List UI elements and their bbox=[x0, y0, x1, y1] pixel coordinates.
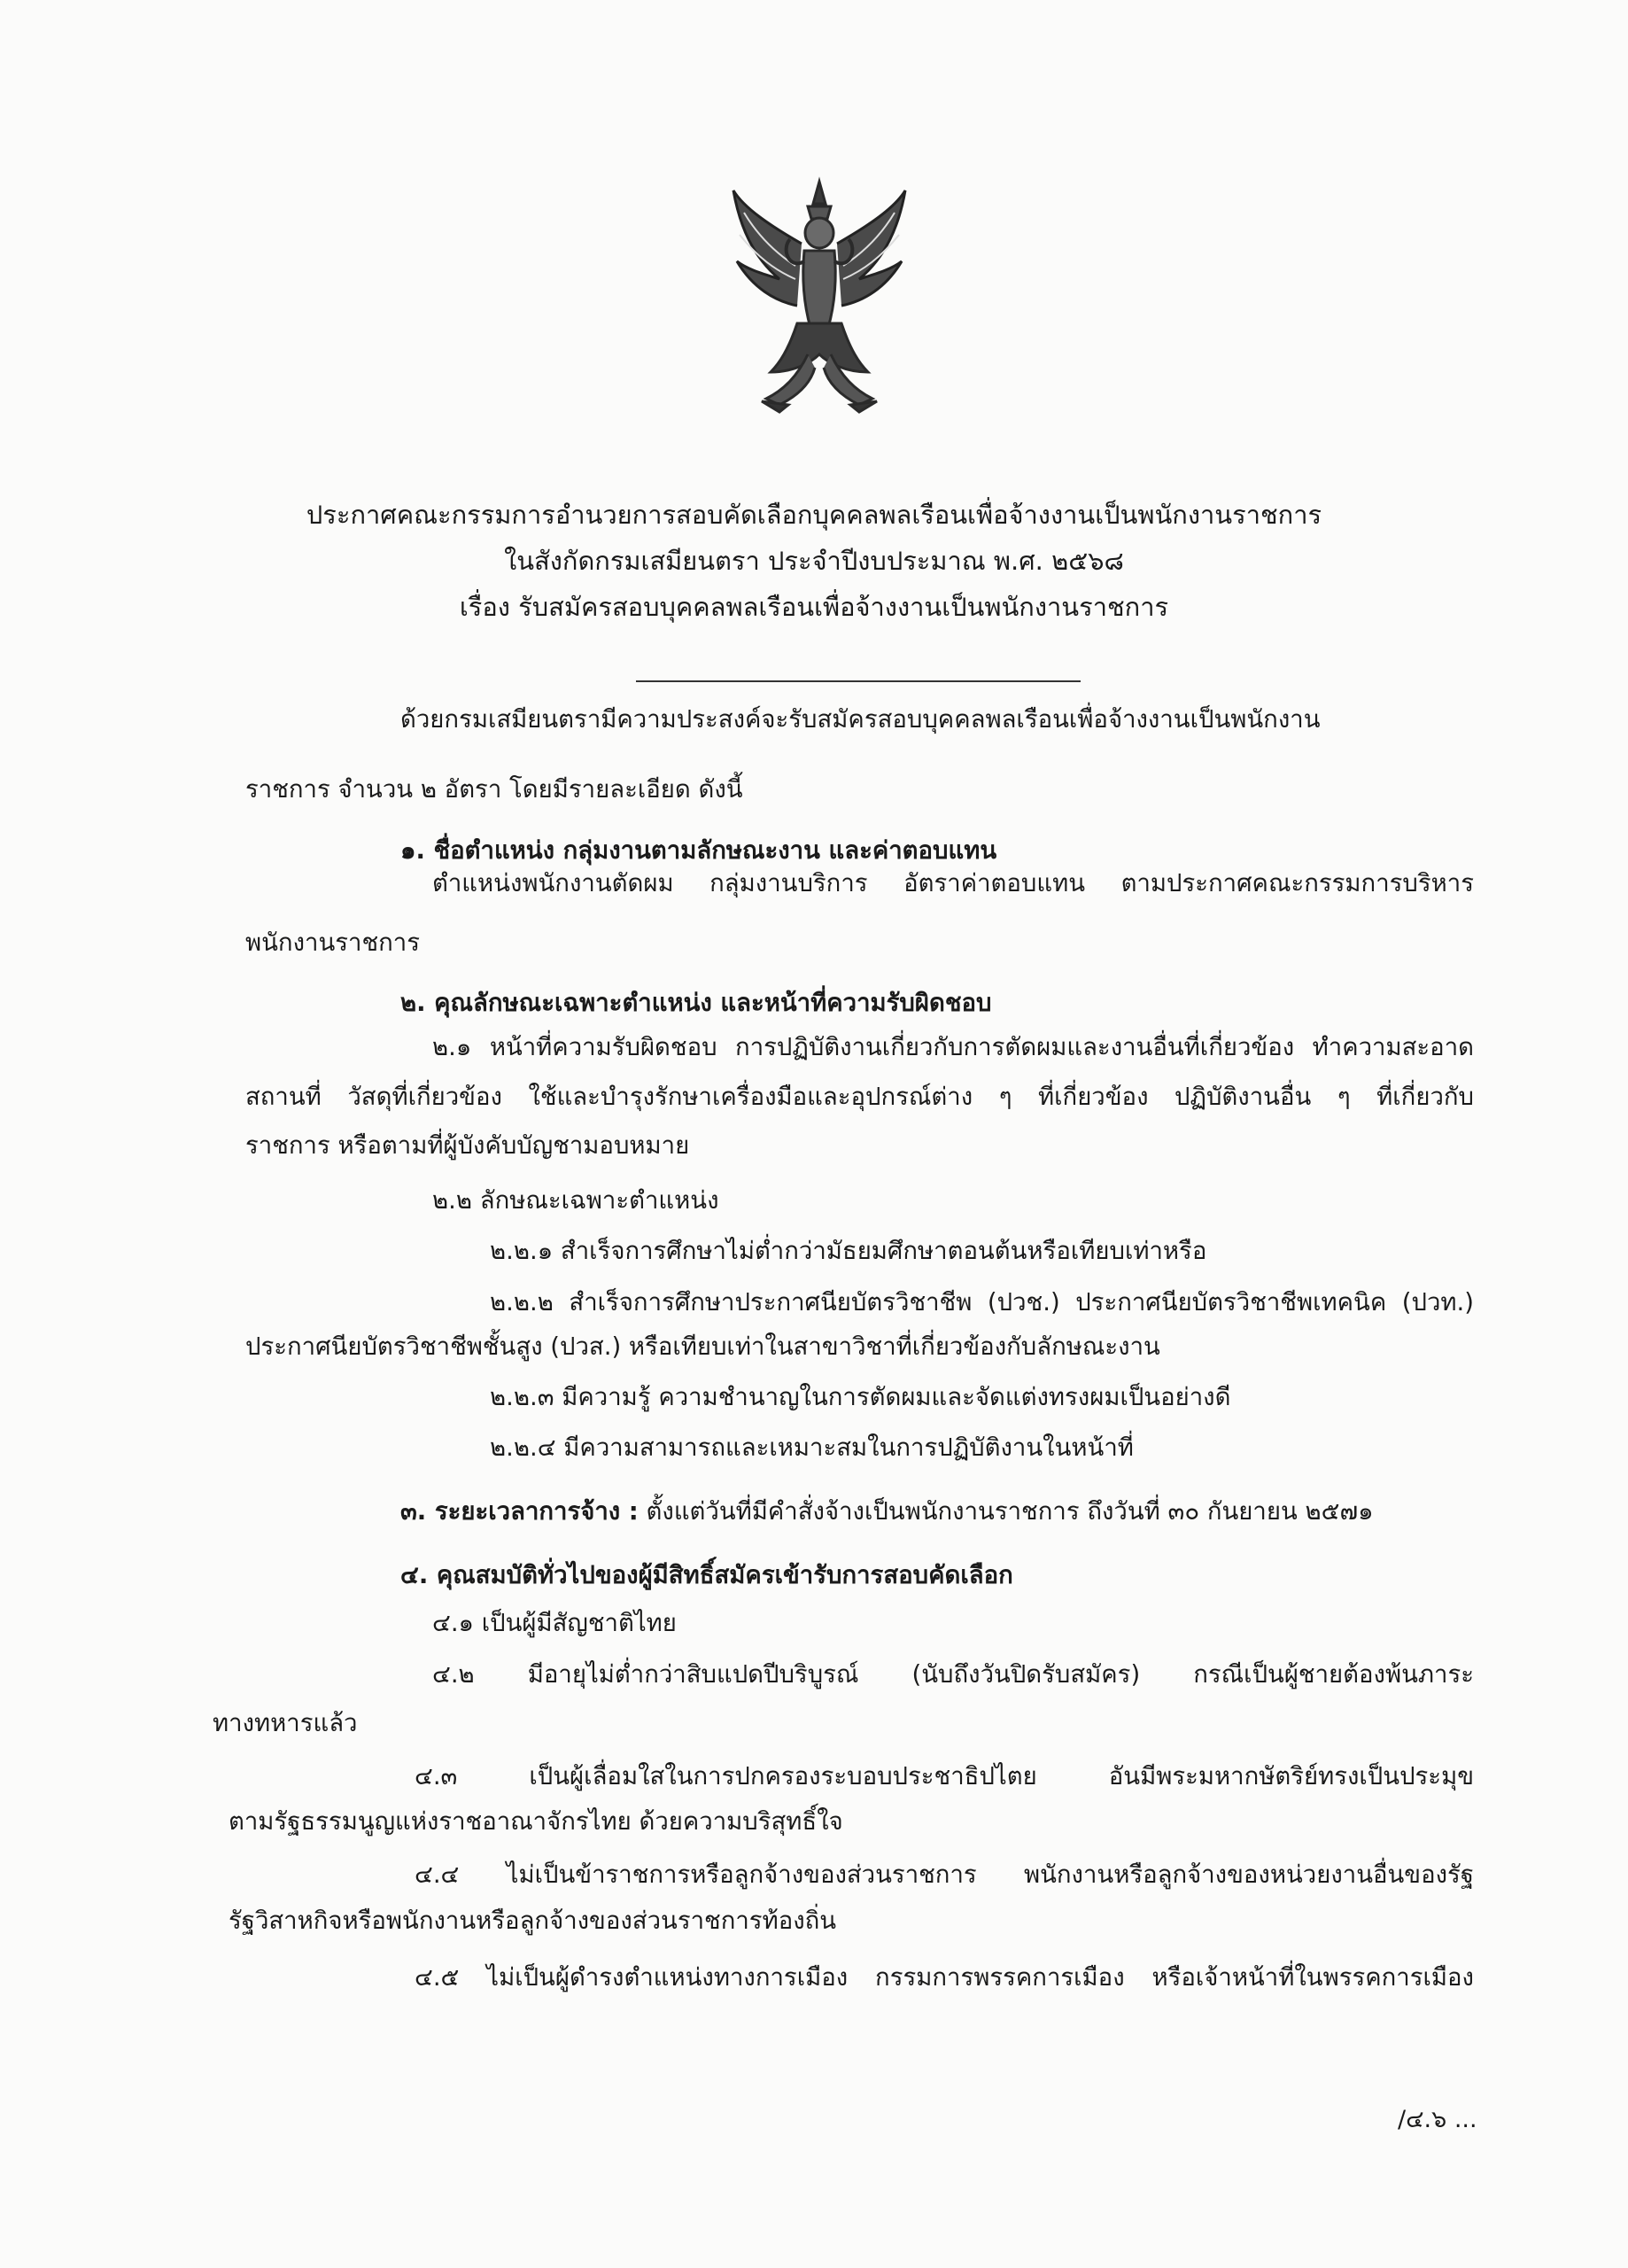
section-4-heading: ๔. คุณสมบัติทั่วไปของผู้มีสิทธิ์สมัครเข้ารับการสอบคัดเลือก bbox=[400, 1561, 1013, 1589]
announcement-heading bbox=[177, 492, 1451, 630]
section-2-2-2-line-1: ๒.๒.๒ สำเร็จการศึกษาประกาศนียบัตรวิชาชีพ (ปวช.) ประกาศนียบัตรวิชาชีพเทคนิค (ปวท.) bbox=[490, 1288, 1474, 1317]
heading-line-1: ประกาศคณะกรรมการอำนวยการสอบคัดเลือกบุคคลพลเรือนเพื่อจ้างงานเป็นพนักงานราชการ bbox=[306, 500, 1322, 530]
section-3 bbox=[400, 1494, 1374, 1529]
heading-line-2: ในสังกัดกรมเสมียนตรา ประจำปีงบประมาณ พ.ศ. ๒๕๖๘ bbox=[504, 546, 1124, 576]
page-continuation-marker: /๔.๖ ... bbox=[1398, 2106, 1477, 2133]
section-1-line-2: พนักงานราชการ bbox=[245, 928, 420, 957]
section-3-heading: ๓. ระยะเวลาการจ้าง : bbox=[400, 1497, 639, 1526]
intro-line-2: ราชการ จำนวน ๒ อัตรา โดยมีรายละเอียด ดังนี้ bbox=[245, 775, 743, 804]
heading-divider bbox=[636, 680, 1081, 682]
section-1-line-1: ตำแหน่งพนักงานตัดผม กลุ่มงานบริการ อัตราค่าตอบแทน ตามประกาศคณะกรรมการบริหาร bbox=[432, 869, 1474, 897]
section-1-heading: ๑. ชื่อตำแหน่ง กลุ่มงานตามลักษณะงาน และค่าตอบแทน bbox=[400, 836, 997, 865]
section-4-4-line-1: ๔.๔ ไม่เป็นข้าราชการหรือลูกจ้างของส่วนราชการ พนักงานหรือลูกจ้างของหน่วยงานอื่นของรัฐ bbox=[415, 1860, 1474, 1889]
section-2-2-2-line-2: ประกาศนียบัตรวิชาชีพชั้นสูง (ปวส.) หรือเทียบเท่าในสาขาวิชาที่เกี่ยวข้องกับลักษณะงาน bbox=[245, 1332, 1160, 1361]
heading-subject: เรื่อง รับสมัครสอบบุคคลพลเรือนเพื่อจ้างงานเป็นพนักงานราชการ bbox=[459, 592, 1169, 622]
section-3-text: ตั้งแต่วันที่มีคำสั่งจ้างเป็นพนักงานราชการ ถึงวันที่ ๓๐ กันยายน ๒๕๗๑ bbox=[646, 1497, 1374, 1526]
section-4-4-line-2: รัฐวิสาหกิจหรือพนักงานหรือลูกจ้างของส่วนราชการท้องถิ่น bbox=[229, 1907, 837, 1935]
section-2-2-1: ๒.๒.๑ สำเร็จการศึกษาไม่ต่ำกว่ามัธยมศึกษาตอนต้นหรือเทียบเท่าหรือ bbox=[490, 1237, 1207, 1265]
section-4-5: ๔.๕ ไม่เป็นผู้ดำรงตำแหน่งทางการเมือง กรรมการพรรคการเมือง หรือเจ้าหน้าที่ในพรรคการเมือง bbox=[415, 1963, 1474, 1992]
section-4-2-line-1: ๔.๒ มีอายุไม่ต่ำกว่าสิบแปดปีบริบูรณ์ (นับถึงวันปิดรับสมัคร) กรณีเป็นผู้ชายต้องพ้นภาระ bbox=[432, 1660, 1474, 1689]
section-2-1-line-3: ราชการ หรือตามที่ผู้บังคับบัญชามอบหมาย bbox=[245, 1131, 690, 1160]
section-4-3-line-2: ตามรัฐธรรมนูญแห่งราชอาณาจักรไทย ด้วยความบริสุทธิ์ใจ bbox=[229, 1807, 843, 1836]
garuda-emblem-icon bbox=[726, 173, 912, 421]
section-2-2-4: ๒.๒.๔ มีความสามารถและเหมาะสมในการปฏิบัติงานในหน้าที่ bbox=[490, 1433, 1134, 1462]
section-2-1-line-1: ๒.๑ หน้าที่ความรับผิดชอบ การปฏิบัติงานเกี่ยวกับการตัดผมและงานอื่นที่เกี่ยวข้อง ทำความสะอาด bbox=[432, 1033, 1474, 1061]
section-2-2: ๒.๒ ลักษณะเฉพาะตำแหน่ง bbox=[432, 1186, 719, 1215]
section-4-2-line-2: ทางทหารแล้ว bbox=[213, 1709, 358, 1737]
intro-line-1: ด้วยกรมเสมียนตรามีความประสงค์จะรับสมัครสอบบุคคลพลเรือนเพื่อจ้างงานเป็นพนักงาน bbox=[400, 705, 1321, 734]
section-4-1: ๔.๑ เป็นผู้มีสัญชาติไทย bbox=[432, 1609, 677, 1637]
section-2-1-line-2: สถานที่ วัสดุที่เกี่ยวข้อง ใช้และบำรุงรักษาเครื่องมือและอุปกรณ์ต่าง ๆ ที่เกี่ยวข้อง ปฏิบัติงานอื่น ๆ ที่เกี่ยวกับ bbox=[245, 1083, 1474, 1111]
section-2-2-3: ๒.๒.๓ มีความรู้ ความชำนาญในการตัดผมและจัดแต่งทรงผมเป็นอย่างดี bbox=[490, 1383, 1231, 1411]
section-4-3-line-1: ๔.๓ เป็นผู้เลื่อมใสในการปกครองระบอบประชาธิปไตย อันมีพระมหากษัตริย์ทรงเป็นประมุข bbox=[415, 1762, 1474, 1790]
section-2-heading: ๒. คุณลักษณะเฉพาะตำแหน่ง และหน้าที่ความรับผิดชอบ bbox=[400, 989, 992, 1017]
